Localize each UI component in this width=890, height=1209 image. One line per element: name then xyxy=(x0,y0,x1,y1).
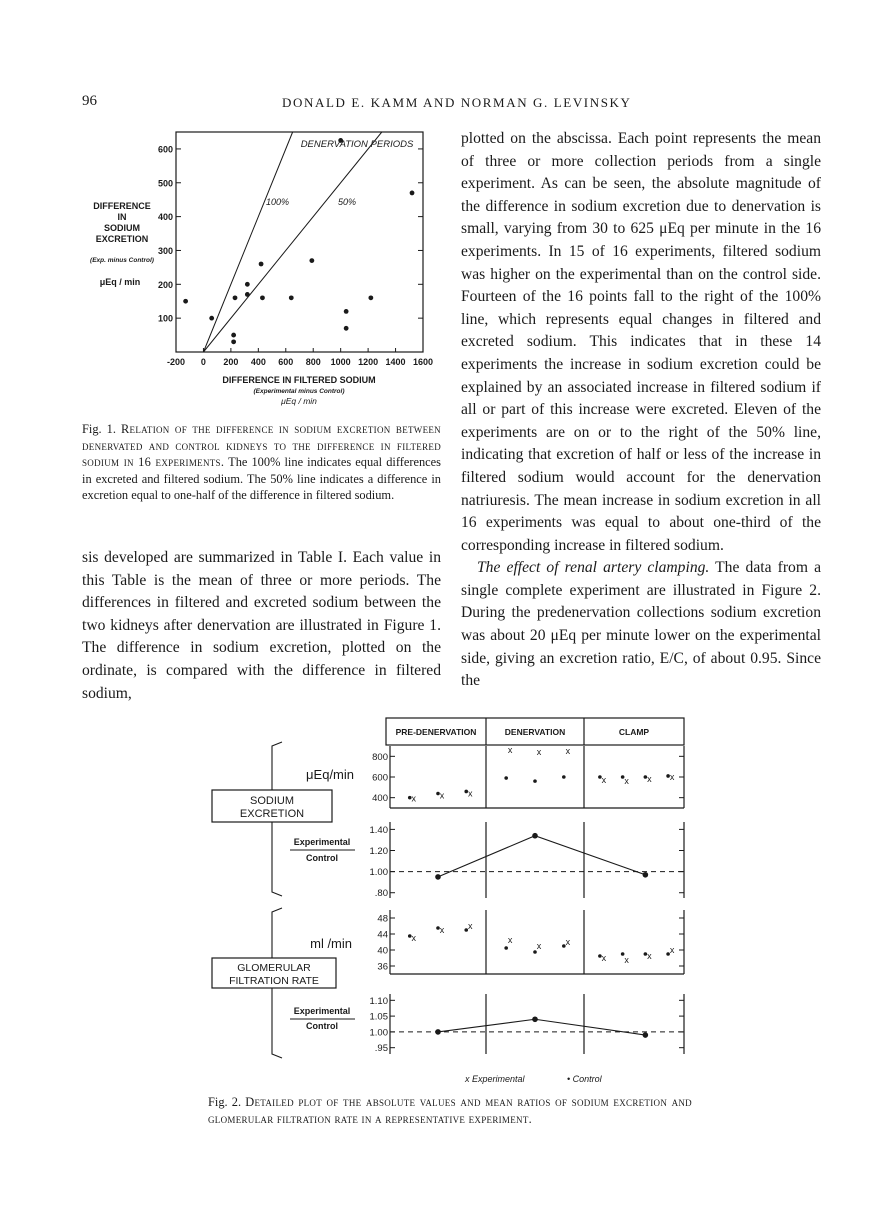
y-label-line-5: (Exp. minus Control) xyxy=(90,257,154,264)
control-point xyxy=(504,946,508,950)
y-tick-label: 1.00 xyxy=(369,867,388,879)
x-tick-label: 800 xyxy=(305,357,321,367)
y-label-line-3: SODIUM xyxy=(104,223,140,233)
y-tick-label: 800 xyxy=(372,751,388,763)
reference-line-50 xyxy=(203,132,381,352)
control-point xyxy=(666,774,670,778)
x-tick-label: 600 xyxy=(278,357,294,367)
data-point xyxy=(209,316,214,321)
y-tick-label: 600 xyxy=(372,772,388,784)
y-tick-label: 44 xyxy=(377,929,388,941)
mean-ratio-point xyxy=(643,872,649,878)
data-point xyxy=(259,262,264,267)
mean-ratio-point xyxy=(532,1016,538,1022)
experimental-point: x xyxy=(467,788,473,799)
y-tick-label: 36 xyxy=(377,961,388,973)
data-point xyxy=(245,282,250,287)
data-point xyxy=(233,295,238,300)
control-point xyxy=(533,779,537,783)
mean-ratio-point xyxy=(643,1032,649,1038)
fig2-caption-title: Detailed plot of the absolute values and mean ratios of sodium excretion and glomerular filtration rate in a representative experiment. xyxy=(208,1095,692,1126)
phase-denervation: DENERVATION xyxy=(504,727,566,737)
control-point xyxy=(436,792,440,796)
y-tick-label: 1.00 xyxy=(369,1027,388,1039)
reference-line-100 xyxy=(203,132,292,352)
y-tick-label: 1.10 xyxy=(369,995,388,1007)
x-tick-label: -200 xyxy=(166,357,186,367)
experimental-point: x xyxy=(565,937,571,947)
x-tick-label: 400 xyxy=(250,357,266,367)
control-point xyxy=(408,796,412,800)
figure-2-caption xyxy=(208,1094,692,1127)
y-tick-label: 600 xyxy=(157,144,173,155)
control-point xyxy=(436,926,440,930)
experimental-point: x xyxy=(601,775,607,786)
unit-sodium: μEq/min xyxy=(306,767,354,782)
data-point xyxy=(289,295,294,300)
figure-2-chart xyxy=(160,712,720,1092)
unit-gfr: ml /min xyxy=(310,936,352,951)
control-point xyxy=(464,928,468,932)
y-tick-label: 400 xyxy=(372,793,388,805)
data-point xyxy=(245,292,250,297)
y-label-line-6: μEq / min xyxy=(99,277,141,287)
right-column xyxy=(461,128,821,693)
data-point xyxy=(344,326,349,331)
y-tick-label: 400 xyxy=(157,212,173,223)
y-label-line-2: IN xyxy=(117,212,127,222)
mean-ratio-point xyxy=(532,833,538,839)
mean-ratio-line xyxy=(438,1019,645,1035)
experimental-point: x xyxy=(439,790,445,801)
sodium-label-1: SODIUM xyxy=(250,795,294,807)
control-point xyxy=(598,775,602,779)
control-point xyxy=(504,776,508,780)
control-point xyxy=(644,952,648,956)
y-tick-label: .80 xyxy=(374,888,388,900)
experimental-point: x xyxy=(411,933,417,943)
phase-clamp: CLAMP xyxy=(618,727,650,737)
mean-ratio-point xyxy=(435,874,441,880)
control-point xyxy=(598,954,602,958)
page-number: 96 xyxy=(82,93,97,109)
data-point xyxy=(231,333,236,338)
data-point xyxy=(344,309,349,314)
y-tick-label: 1.20 xyxy=(369,846,388,857)
data-point xyxy=(260,295,265,300)
x-label-unit: μEq / min xyxy=(281,396,317,406)
x-label: DIFFERENCE IN FILTERED SODIUM xyxy=(222,375,376,385)
y-label-line-1: DIFFERENCE xyxy=(93,201,151,211)
control-point xyxy=(644,775,648,779)
ratio-den-1: Control xyxy=(306,853,338,863)
y-tick-label: 1.05 xyxy=(369,1011,388,1023)
x-label-sub: (Experimental minus Control) xyxy=(253,388,345,395)
data-point xyxy=(368,295,373,300)
ratio-den-2: Control xyxy=(306,1021,338,1031)
x-tick-label: 1200 xyxy=(358,357,379,367)
fig1-caption-title: Relation of the difference in sodium excretion between denervated and control kidneys to the difference in filtered sodium in 16 experiments. xyxy=(82,422,441,469)
y-label-line-4: EXCRETION xyxy=(95,234,149,244)
control-point xyxy=(621,952,625,956)
control-point xyxy=(408,934,412,938)
line-label-100: 100% xyxy=(266,197,290,207)
x-tick-label: 0 xyxy=(200,357,206,367)
right-paragraph-1: plotted on the abscissa. Each point represents the mean of three or more collection periods from a single experiment. As can be seen, the absolute magnitude of the difference in sodium excretion due to denervation is small, varying from 30 to 625 μEq per minute in the 16 experiments. In 15 of 16 experiments, filtered sodium was higher on the experimental than on the control side. Fourteen of the 16 points fall to the right of the 100% line, which represents equal changes in filtered and excreted sodium. This indicates that in these 14 experiments the increase in sodium excretion could be explained by an associated increase in filtered sodium if all or part of this increase were excreted. Eleven of the experiments are on or to the right of the 50% line, indicating that excretion of half or less of the increase in filtered sodium would account for the denervation natriuresis. The mean increase in sodium excretion in all 16 experiments was equal to about one-third of the corresponding increase in filtered sodium. xyxy=(461,130,821,554)
data-point xyxy=(410,191,415,196)
gfr-label-2: FILTRATION RATE xyxy=(229,975,319,987)
experimental-point: x xyxy=(669,772,675,782)
experimental-point: x xyxy=(601,953,607,963)
experimental-point: x xyxy=(624,955,629,965)
experimental-point: x xyxy=(565,746,571,757)
phase-pre-denervation: PRE-DENERVATION xyxy=(395,727,477,737)
right-paragraph-2 xyxy=(461,557,821,693)
control-point xyxy=(533,950,537,954)
legend-control: • Control xyxy=(567,1074,602,1084)
line-label-50: 50% xyxy=(338,197,357,207)
y-tick-label: .95 xyxy=(374,1043,388,1055)
experimental-point: x xyxy=(507,745,513,756)
y-tick-label: 200 xyxy=(157,279,173,290)
sodium-label-2: EXCRETION xyxy=(239,808,305,820)
experimental-point: x xyxy=(536,747,542,758)
control-point xyxy=(562,944,566,948)
experimental-point: x xyxy=(507,935,513,945)
x-tick-label: 1000 xyxy=(330,357,351,367)
left-paragraph-1: sis developed are summarized in Table I. Each value in this Table is the mean of three or more periods. The differences in filtered and excreted sodium between the two kidneys after denervation are illustrated in Figure 1. The difference in sodium excretion, plotted on the ordinate, is compared with the difference in filtered sodium, xyxy=(82,549,441,702)
y-tick-label: 1.40 xyxy=(369,824,388,836)
left-column xyxy=(82,547,441,705)
y-tick-label: 300 xyxy=(157,245,173,256)
figure-1-chart xyxy=(84,125,454,415)
gfr-label-1: GLOMERULAR xyxy=(237,962,311,974)
figure-1-caption xyxy=(82,421,441,504)
experimental-point: x xyxy=(439,925,445,935)
mean-ratio-point xyxy=(435,1029,441,1035)
y-tick-label: 100 xyxy=(157,313,173,324)
right-paragraph-2-body: The data from a single complete experiment are illustrated in Figure 2. During the predenervation collections sodium excretion was about 20 μEq per minute lower on the experimental side, giving an excretion ratio, E/C, of about 0.95. Since the xyxy=(461,559,821,690)
fig1-caption-label: Fig. 1. xyxy=(82,422,116,436)
x-tick-label: 1400 xyxy=(385,357,406,367)
x-tick-label: 1600 xyxy=(412,357,434,367)
experimental-point: x xyxy=(647,951,652,961)
experimental-point: x xyxy=(411,793,417,804)
control-point xyxy=(621,775,625,779)
ratio-num-2: Experimental xyxy=(293,1006,351,1016)
running-title: DONALD E. KAMM AND NORMAN G. LEVINSKY xyxy=(282,95,632,110)
ratio-num-1: Experimental xyxy=(293,837,351,847)
fig2-caption-label: Fig. 2. xyxy=(208,1095,242,1109)
fig1-caption-body: The 100% line indicates equal differences in excreted and filtered sodium. The 50% line indicates a difference in excretion equal to one-half of the difference in filtered sodium. xyxy=(82,455,442,502)
experimental-point: x xyxy=(647,774,652,785)
control-point xyxy=(666,952,670,956)
section-heading-clamping: The effect of renal artery clamping. xyxy=(477,559,710,577)
control-point xyxy=(562,775,566,779)
chart-title: DENERVATION PERIODS xyxy=(300,139,414,150)
experimental-point: x xyxy=(669,945,675,955)
legend-experimental: x Experimental xyxy=(465,1074,525,1084)
y-tick-label: 500 xyxy=(157,178,173,189)
y-tick-label: 48 xyxy=(377,913,388,925)
data-point xyxy=(231,339,236,344)
control-point xyxy=(464,790,468,794)
mean-ratio-line xyxy=(438,836,645,877)
data-point xyxy=(309,258,314,263)
experimental-point: x xyxy=(624,776,629,787)
data-point xyxy=(183,299,188,304)
experimental-point: x xyxy=(467,921,473,931)
experimental-point: x xyxy=(536,941,542,951)
y-tick-label: 40 xyxy=(377,945,388,957)
x-tick-label: 200 xyxy=(223,357,239,367)
